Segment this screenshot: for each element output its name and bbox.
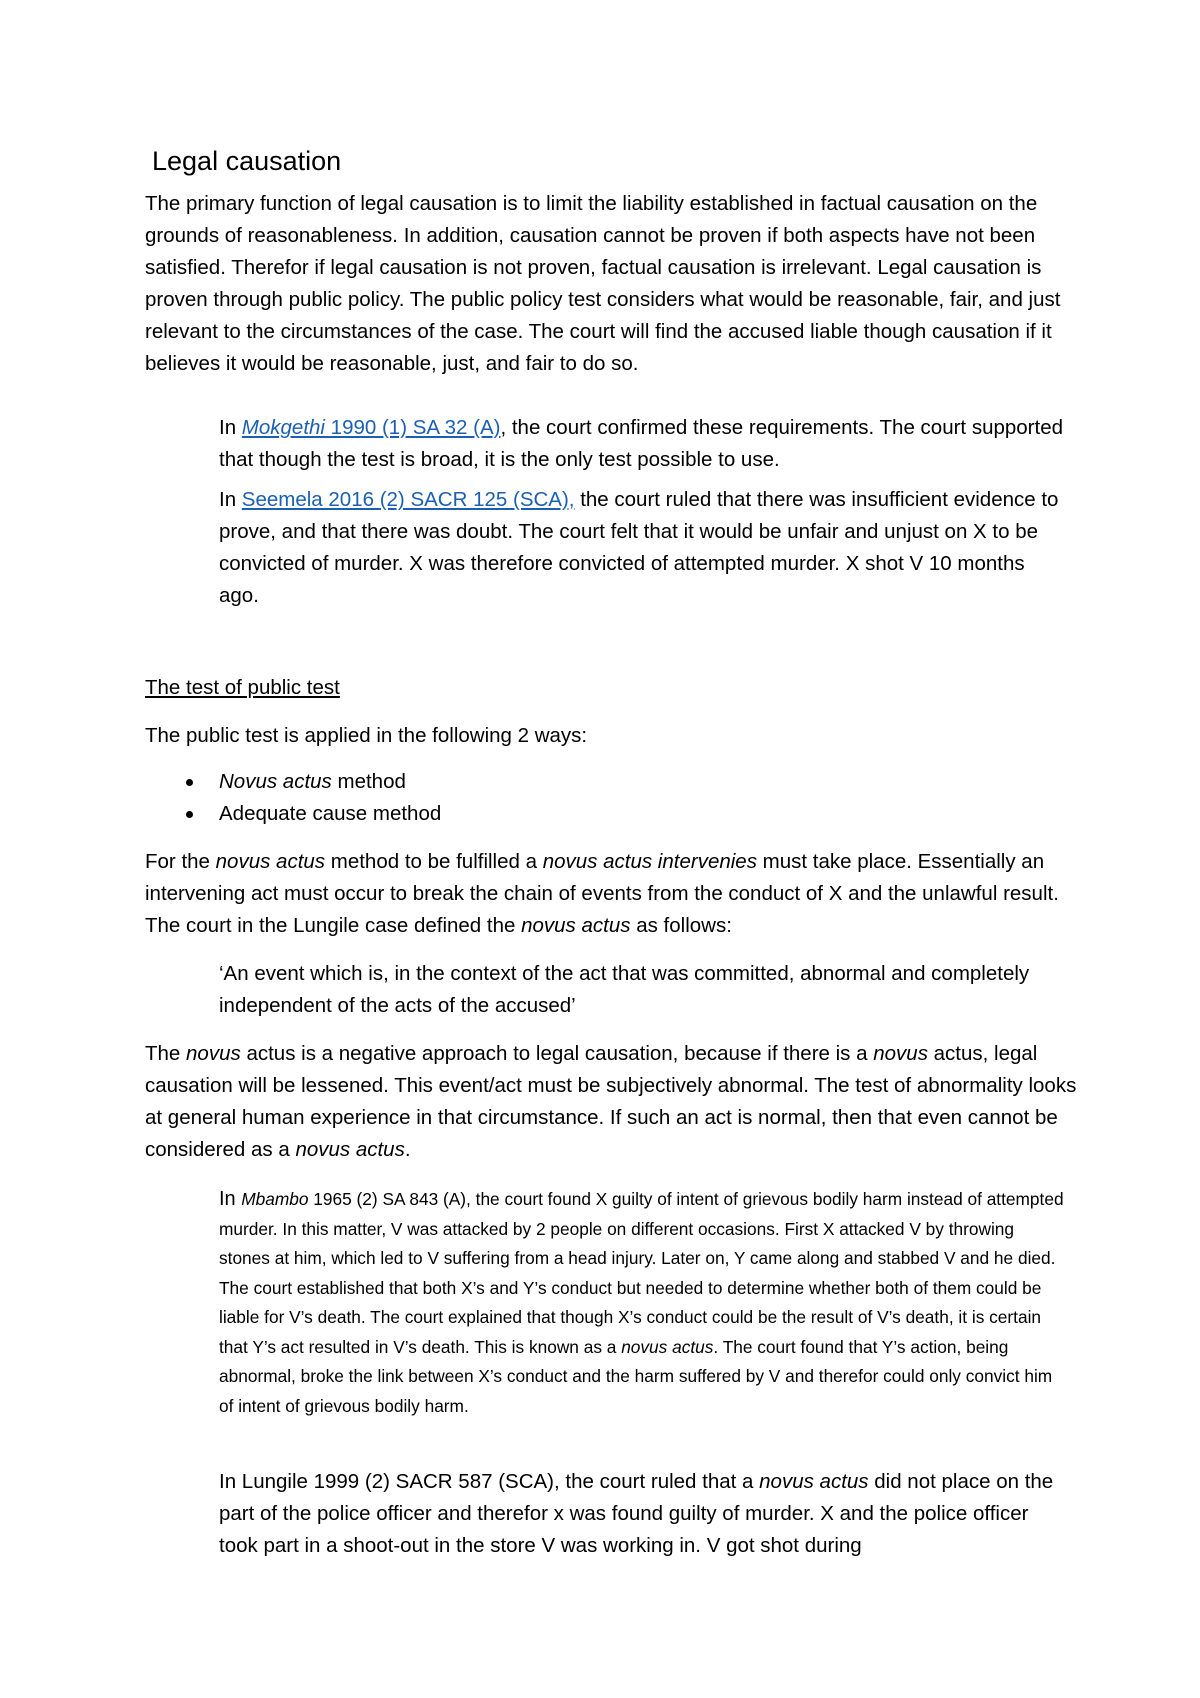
mbambo-paragraph	[219, 1185, 1069, 1421]
intro-paragraph: The primary function of legal causation is to limit the liability established in factual causation on the grounds of reasonableness. In addition, causation cannot be proven if both aspects have not been satisfied. Therefor if legal causation is not proven, factual causation is irrelevant. Legal causation is proven through public policy. The public policy test considers what would be reasonable, fair, and just relevant to the circumstances of the case. The court will find the accused liable though causation if it believes it would be reasonable, just, and fair to do so.	[145, 192, 1061, 375]
italic-run: novus actus	[295, 1138, 405, 1161]
text-run: must take place. Essentially an intervening act must occur to break the chain of events from the conduct of X and the unlawful result. The court in the Lungile case defined the	[145, 850, 1059, 937]
method-list	[145, 766, 441, 830]
public-test-intro: The public test is applied in the following 2 ways:	[145, 724, 588, 747]
text-run: In Lungile 1999 (2) SACR 587 (SCA), the court ruled that a	[219, 1470, 760, 1493]
text-run: For the	[145, 850, 216, 873]
italic-run: novus	[186, 1042, 241, 1065]
public-test-heading: The test of public test	[145, 676, 340, 699]
mokgethi-case-link[interactable]: Mokgethi	[241, 416, 325, 439]
mokgethi-paragraph	[219, 412, 1069, 476]
seemela-in: In	[219, 488, 242, 511]
text-run: 1965 (2) SA 843 (A), the court found X guilty of intent of grievous bodily harm instead of attempted murder. In this matter, V was attacked by 2 people on different occasions. First X attacked V by throwing stones at him, which led to V suffering from a head injury. Later on, Y came along and stabbed V and he died. The court established that both X’s and Y’s conduct but needed to determine whether both of them could be liable for V’s death. The court explained that though X’s conduct could be the result of V’s death, it is certain that Y’s act resulted in V’s death. This is known as a	[219, 1189, 1064, 1357]
italic-run: novus actus	[215, 850, 326, 873]
mokgethi-citation-link[interactable]: 1990 (1) SA 32 (A)	[324, 416, 501, 439]
text-run: In	[219, 1188, 242, 1210]
seemela-case-link[interactable]: Seemela 2016 (2) SACR 125 (SCA),	[241, 488, 575, 511]
bullet-1-italic: Novus actus	[219, 770, 332, 793]
text-run: as follows:	[630, 914, 732, 937]
seemela-text: the court ruled that there was insufficient evidence to prove, and that there was doubt. The court felt that it would be unfair and unjust on X to be convicted of murder. X was therefore convicted of attempted murder. X shot V 10 months ago.	[219, 488, 1059, 607]
mokgethi-text: , the court confirmed these requirements. The court supported that though the test is broad, it is the only test possible to use.	[219, 416, 1063, 471]
negative-approach-paragraph	[145, 1038, 1090, 1166]
bullet-2: Adequate cause method	[219, 802, 442, 825]
text-run: actus, legal causation will be lessened. This event/act must be subjectively abnormal. The test of abnormality looks at general human experience in that circumstance. If such an act is normal, then that even cannot be considered as a	[145, 1042, 1077, 1161]
italic-run: novus actus	[759, 1470, 869, 1493]
seemela-paragraph	[219, 484, 1069, 612]
list-item	[145, 798, 441, 830]
text-run: The	[145, 1042, 187, 1065]
italic-run: novus actus intervenies	[542, 850, 757, 873]
novus-actus-paragraph	[145, 846, 1090, 942]
list-item	[145, 766, 441, 798]
page-title: Legal causation	[152, 146, 342, 176]
lungile-quote: ‘An event which is, in the context of the act that was committed, abnormal and completely independent of the acts of the accused’	[219, 962, 1030, 1017]
italic-run: novus actus	[621, 1336, 714, 1357]
text-run: did not place on the part of the police officer and therefor x was found guilty of murder. X and the police officer took part in a shoot-out in the store V was working in. V got shot during	[219, 1470, 1054, 1557]
text-run: method to be fulfilled a	[325, 850, 543, 873]
bullet-1-rest: method	[331, 770, 406, 793]
italic-run: Mbambo	[241, 1189, 309, 1209]
text-run: actus is a negative approach to legal causation, because if there is a	[240, 1042, 874, 1065]
mokgethi-in: In	[219, 416, 242, 439]
text-run: . The court found that Y’s action, being abnormal, broke the link between X’s conduct and the harm suffered by V and therefor could only convict him of intent of grievous bodily harm.	[219, 1336, 1053, 1416]
lungile-paragraph	[219, 1466, 1069, 1562]
italic-run: novus actus	[521, 914, 631, 937]
italic-run: novus	[873, 1042, 928, 1065]
text-run: .	[404, 1138, 411, 1161]
